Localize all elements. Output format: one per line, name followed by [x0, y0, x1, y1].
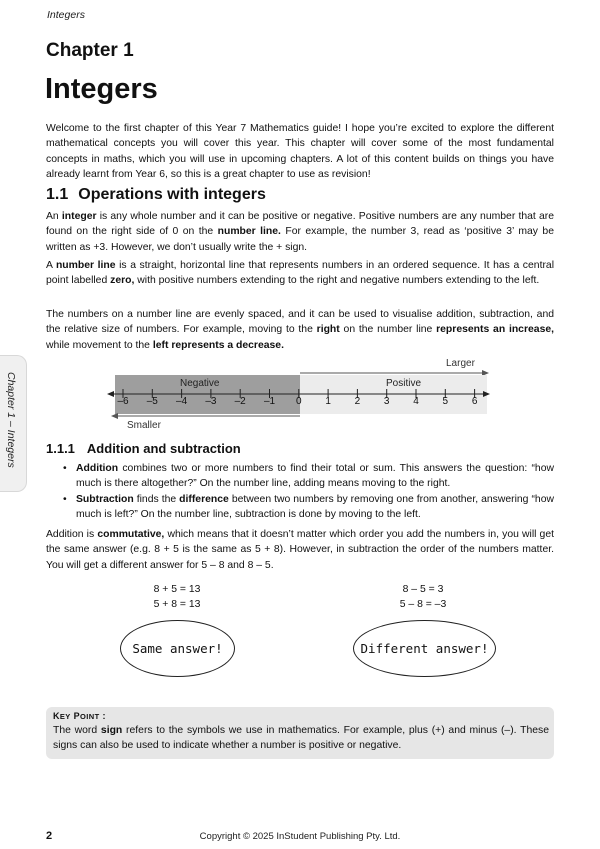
number-line-tick-label: –4 — [176, 396, 188, 407]
number-line-tick-label: –2 — [234, 396, 246, 407]
term-increase: represents an increase, — [436, 324, 555, 336]
term-sign: sign — [100, 725, 123, 736]
chapter-label: Chapter 1 — [46, 40, 134, 61]
number-line-tick-label: 6 — [471, 396, 478, 407]
term-zero: zero, — [110, 275, 135, 287]
chapter-title: Integers — [45, 73, 158, 105]
subsection-title: Addition and subtraction — [86, 441, 241, 456]
subtraction-examples — [373, 582, 473, 612]
same-answer-text: Same answer! — [132, 641, 223, 656]
label-smaller: Smaller — [127, 420, 161, 431]
subsection-number: 1.1.1 — [46, 441, 75, 456]
page-number: 2 — [46, 830, 53, 842]
main-left-arrowhead — [107, 391, 114, 397]
term-right: right — [316, 324, 340, 336]
number-line-tick-label: –1 — [263, 396, 276, 407]
commutative-paragraph: Addition is commutative, which means that it doesn’t matter which order you add the numbers in, you will get the same answer (e.g. 8 + 5 is the same as 5 + 8). However, in subtraction the order of the numbers matter. You will get a different answer for 5 – 8 and 8 – 5. — [46, 529, 555, 571]
intro-paragraph: Welcome to the first chapter of this Year 7 Mathematics guide! I hope you’re excited to explore the different mathematical concepts you will cover this year. This chapter will cover some of the most fundamental concepts in maths, which you will use in upcoming chapters. A lot of this content builds on things you have already learnt from Year 6, so this is a great chapter to use as revision! — [46, 123, 554, 181]
subtraction-eq-1: 8 – 5 = 3 — [402, 584, 444, 595]
addition-examples — [127, 582, 227, 612]
number-line-tick-label: –5 — [146, 396, 158, 407]
term-decrease: left represents a decrease. — [152, 339, 284, 351]
number-line-tick-label: 2 — [354, 396, 361, 407]
section-number: 1.1 — [46, 186, 69, 203]
number-line-tick-label: –3 — [205, 396, 217, 407]
term-integer: integer — [61, 211, 97, 222]
subsection-heading — [46, 441, 241, 456]
number-line-tick-label: 1 — [325, 396, 331, 407]
chapter-side-tab-label: Chapter 1 – Integers — [5, 372, 17, 468]
number-line-tick-label: 3 — [383, 396, 390, 407]
number-line-tick-label: –6 — [117, 396, 129, 407]
term-commutative: commutative, — [97, 529, 165, 540]
number-line-paragraph: A number line is a straight, horizontal line that represents numbers in an ordered sequence. It has a central point labelled zero, with positive numbers extending to the right and negative numbers extending to the left. — [46, 260, 554, 287]
label-positive: Positive — [386, 378, 422, 389]
running-head: Integers — [47, 9, 85, 21]
different-answer-text: Different answer! — [360, 641, 489, 656]
section-title: Operations with integers — [78, 186, 266, 203]
list-item-addition: • Addition combines two or more numbers to find their total or sum. This answers the question: “how much is there altogether?” On the number line, adding means moving to the right. — [62, 461, 554, 492]
label-negative: Negative — [180, 378, 220, 389]
label-larger: Larger — [446, 358, 475, 369]
copyright-footer: Copyright © 2025 InStudent Publishing Pty. Ltd. — [199, 831, 401, 842]
different-answer-bubble — [353, 620, 496, 677]
subtraction-eq-2: 5 – 8 = –3 — [399, 599, 447, 610]
key-point-body: The word sign refers to the symbols we use in mathematics. For example, plus (+) and minus (–). These signs can also be used to indicate whether a number is positive or negative. — [53, 725, 549, 751]
key-point-title: KEY POINT : — [53, 711, 106, 721]
smaller-arrowhead — [111, 413, 118, 419]
addition-eq-1: 8 + 5 = 13 — [153, 584, 201, 595]
integer-paragraph: An integer is any whole number and it can be positive or negative. Positive numbers are any number that are found on the right side of 0 on the number line. For example, the number 3, read as ‘positive 3’ may be written as +3. However, we don’t usually write the + sign. — [46, 211, 554, 253]
number-line-tick-label: 5 — [442, 396, 449, 407]
operations-list — [62, 461, 554, 523]
same-answer-bubble — [120, 620, 235, 677]
term-number-line: number line. — [217, 226, 281, 238]
addition-eq-2: 5 + 8 = 13 — [153, 599, 201, 610]
number-line-tick-label: 4 — [413, 396, 419, 407]
list-item-subtraction: • Subtraction finds the difference between two numbers by removing one from another, answering “how much is left?” On the number line, subtraction is done by moving to the left. — [62, 492, 554, 523]
term-number-line-def: number line — [55, 260, 116, 271]
number-line-tick-label: 0 — [296, 396, 302, 407]
spacing-paragraph: The numbers on a number line are evenly spaced, and it can be used to visualise addition, subtraction, and the relative size of numbers. For example, moving to the right on the number line represents an increase, while movement to the left represents a decrease. — [46, 309, 555, 351]
